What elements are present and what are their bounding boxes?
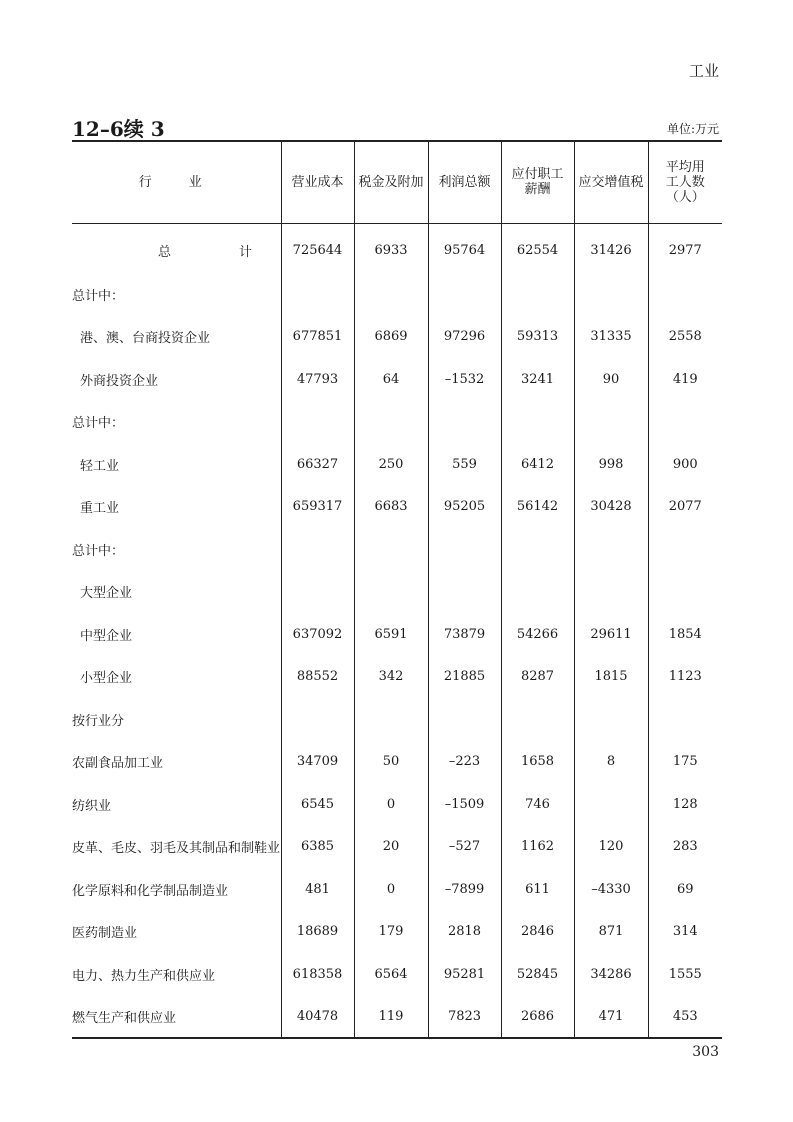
cell-value [354,401,428,444]
row-label: 总计中： [72,288,125,304]
cell-value: 342 [354,656,428,699]
row-label: 大型企业 [80,586,133,602]
cell-value: 677851 [281,316,354,359]
cell-value [574,571,648,614]
cell-value [501,401,574,444]
cell-value: 725644 [281,223,354,273]
row-label: 皮革、毛皮、羽毛及其制品和制鞋业 [72,841,281,857]
table-row [72,401,722,444]
cell-value: 900 [648,443,722,486]
row-label: 化学原料和化学制品制造业 [72,883,229,899]
cell-value: 90 [574,358,648,401]
header-total-profit: 利润总额 [428,141,501,223]
cell-value: 175 [648,741,722,784]
row-label: 轻工业 [80,458,120,474]
row-label: 电力、热力生产和供应业 [72,968,216,984]
cell-value: 95764 [428,223,501,273]
cell-value: 62554 [501,223,574,273]
unit-label: 单位:万元 [666,122,719,136]
row-label: 小型企业 [80,671,133,687]
table-title: 12–6续 3 [72,117,165,141]
cell-value: 54266 [501,613,574,656]
table-row [72,613,722,656]
cell-value: 481 [281,868,354,911]
row-label: 中型企业 [80,628,133,644]
header-payroll-payable: 应付职工薪酬 [501,141,574,223]
cell-value: 637092 [281,613,354,656]
cell-value [648,528,722,571]
cell-value: 8 [574,741,648,784]
cell-value: 1658 [501,741,574,784]
cell-value: 2977 [648,223,722,273]
cell-value: 47793 [281,358,354,401]
cell-value: 20 [354,826,428,869]
cell-value [428,698,501,741]
cell-value: 1123 [648,656,722,699]
cell-value: 471 [574,996,648,1039]
cell-value: 6591 [354,613,428,656]
row-label: 按行业分 [72,713,125,729]
cell-value: 50 [354,741,428,784]
row-label: 农副食品加工业 [72,756,164,772]
cell-value: 453 [648,996,722,1039]
header-industry: 行 业 [138,174,214,190]
cell-value: 611 [501,868,574,911]
cell-value [501,273,574,316]
cell-value [281,571,354,614]
cell-value: 97296 [428,316,501,359]
cell-value: 95281 [428,953,501,996]
cell-value [354,698,428,741]
cell-value: 64 [354,358,428,401]
cell-value: 29611 [574,613,648,656]
cell-value [354,571,428,614]
cell-value: 6385 [281,826,354,869]
cell-value: 56142 [501,486,574,529]
cell-value: 6869 [354,316,428,359]
table-row [72,783,722,826]
row-label: 港、澳、台商投资企业 [80,331,211,347]
page-number: 303 [692,1044,719,1060]
cell-value [281,401,354,444]
table-row [72,826,722,869]
cell-value: 128 [648,783,722,826]
cell-value: 34286 [574,953,648,996]
row-label: 总计中： [72,416,125,432]
cell-value: 419 [648,358,722,401]
row-label: 医药制造业 [72,926,138,942]
header-operating-cost: 营业成本 [281,141,354,223]
cell-value [281,698,354,741]
row-label: 纺织业 [72,798,112,814]
header-row [72,141,722,223]
cell-value: –4330 [574,868,648,911]
cell-value [574,783,648,826]
section-tag: 工业 [688,62,719,80]
cell-value: –527 [428,826,501,869]
cell-value: 618358 [281,953,354,996]
cell-value: 3241 [501,358,574,401]
cell-value: 1854 [648,613,722,656]
cell-value [428,528,501,571]
table-body [72,223,722,1038]
cell-value: 559 [428,443,501,486]
cell-value [574,528,648,571]
cell-value: 179 [354,911,428,954]
cell-value: 2818 [428,911,501,954]
table-row [72,358,722,401]
cell-value: 250 [354,443,428,486]
table-row [72,528,722,571]
cell-value: 6564 [354,953,428,996]
cell-value: 0 [354,868,428,911]
cell-value [574,401,648,444]
cell-value: 746 [501,783,574,826]
cell-value: –1532 [428,358,501,401]
table-row [72,953,722,996]
cell-value: –7899 [428,868,501,911]
cell-value: 1162 [501,826,574,869]
header-taxes-surcharges: 税金及附加 [354,141,428,223]
cell-value: 6412 [501,443,574,486]
table-row [72,443,722,486]
cell-value: –223 [428,741,501,784]
row-label: 重工业 [80,501,120,517]
cell-value: 69 [648,868,722,911]
table-row [72,911,722,954]
cell-value [648,401,722,444]
header-vat-payable: 应交增值税 [574,141,648,223]
cell-value: 2077 [648,486,722,529]
cell-value [501,571,574,614]
cell-value [281,528,354,571]
cell-value [574,273,648,316]
table-row [72,273,722,316]
cell-value: 1555 [648,953,722,996]
cell-value [428,401,501,444]
table-row [72,571,722,614]
cell-value: 21885 [428,656,501,699]
table-row [72,698,722,741]
cell-value: 30428 [574,486,648,529]
cell-value: 0 [354,783,428,826]
cell-value [354,273,428,316]
cell-value: 6933 [354,223,428,273]
cell-value [428,273,501,316]
cell-value: 66327 [281,443,354,486]
cell-value: 59313 [501,316,574,359]
cell-value: 1815 [574,656,648,699]
cell-value: 871 [574,911,648,954]
cell-value: 2846 [501,911,574,954]
table-row [72,486,722,529]
cell-value: 73879 [428,613,501,656]
cell-value: 119 [354,996,428,1039]
cell-value [648,273,722,316]
table-row [72,316,722,359]
cell-value: 88552 [281,656,354,699]
cell-value: 52845 [501,953,574,996]
cell-value [428,571,501,614]
cell-value [501,698,574,741]
cell-value [648,698,722,741]
cell-value: 8287 [501,656,574,699]
cell-value: 6683 [354,486,428,529]
cell-value: 31426 [574,223,648,273]
cell-value: 31335 [574,316,648,359]
row-label: 燃气生产和供应业 [72,1010,177,1026]
table-row [72,868,722,911]
table-row [72,656,722,699]
cell-value [648,571,722,614]
cell-value [354,528,428,571]
cell-value [574,698,648,741]
cell-value: 998 [574,443,648,486]
row-label: 外商投资企业 [80,373,159,389]
cell-value: 40478 [281,996,354,1039]
cell-value: 2558 [648,316,722,359]
cell-value: 283 [648,826,722,869]
cell-value [281,273,354,316]
table-row [72,741,722,784]
cell-value: 314 [648,911,722,954]
header-avg-employees: 平均用工人数（人） [648,141,722,223]
cell-value: –1509 [428,783,501,826]
cell-value [501,528,574,571]
table-row [72,223,722,273]
row-label: 总 计 [158,244,267,260]
cell-value: 120 [574,826,648,869]
cell-value: 34709 [281,741,354,784]
statistics-table [72,140,722,1039]
cell-value: 18689 [281,911,354,954]
cell-value: 6545 [281,783,354,826]
cell-value: 7823 [428,996,501,1039]
cell-value: 95205 [428,486,501,529]
cell-value: 659317 [281,486,354,529]
cell-value: 2686 [501,996,574,1039]
row-label: 总计中： [72,543,125,559]
table-row [72,996,722,1039]
